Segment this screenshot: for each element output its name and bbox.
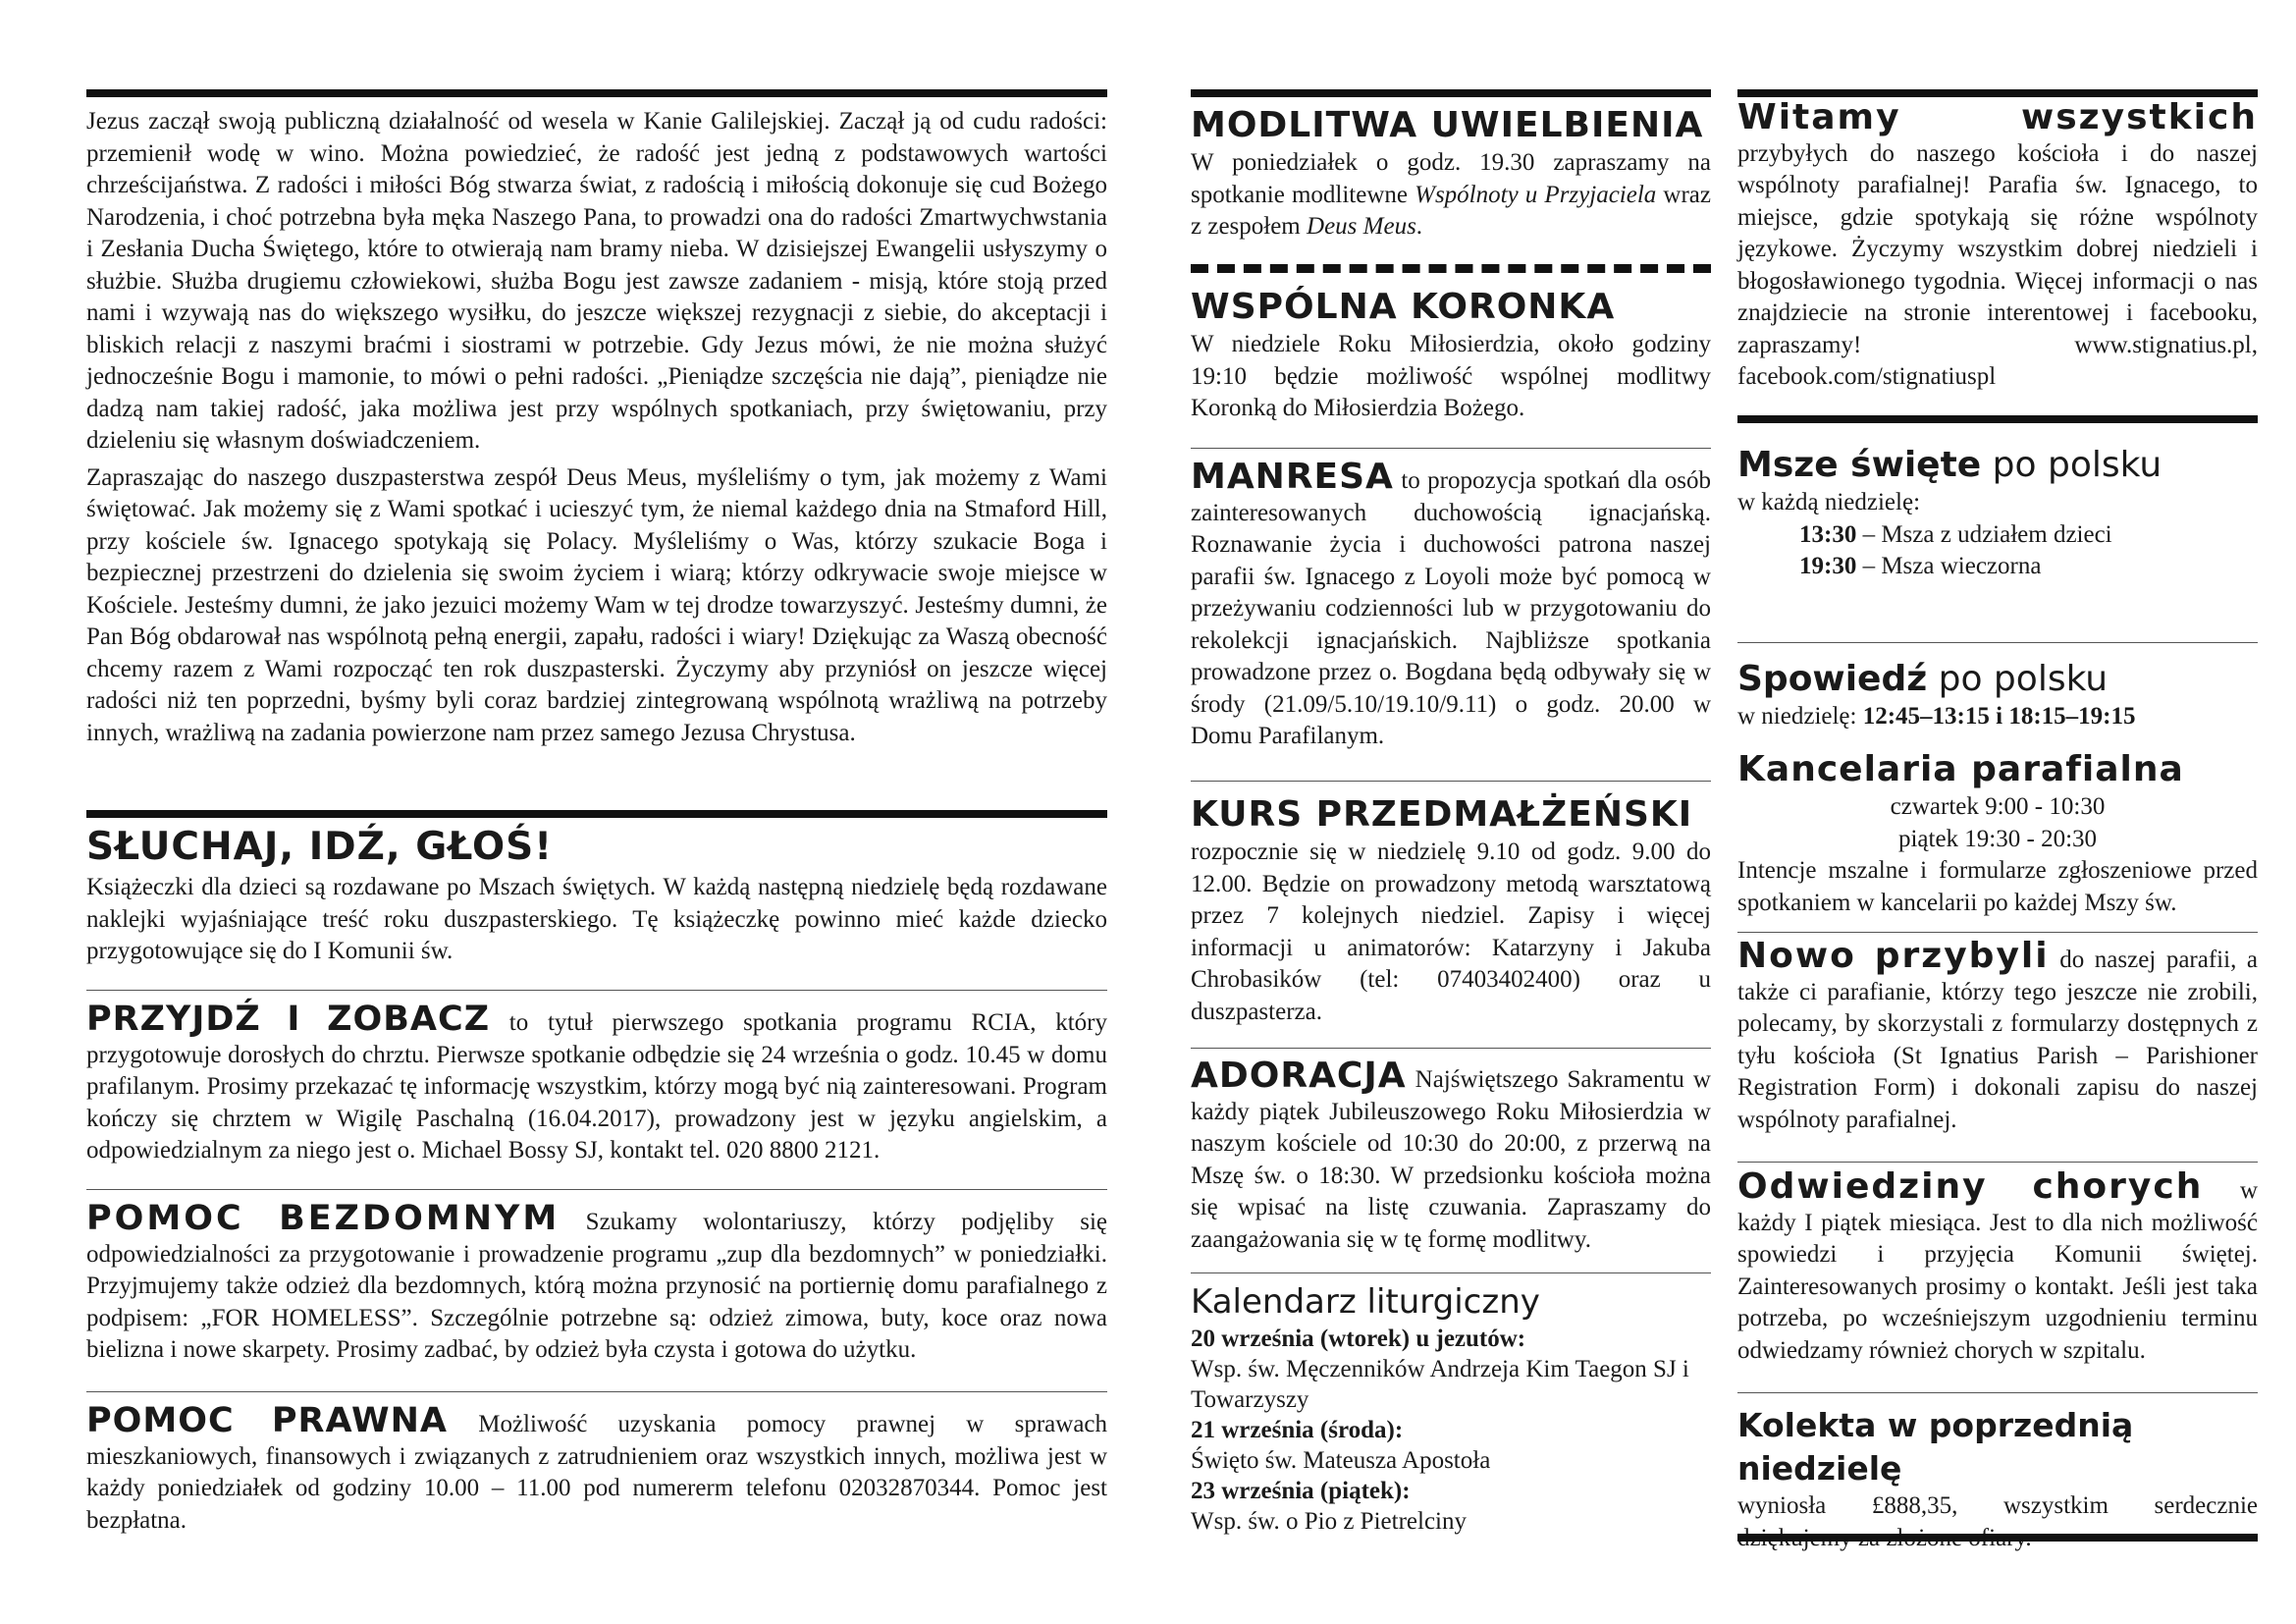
section-kolekta xyxy=(1737,1404,2258,1554)
kurs-title: KURS PRZEDMAŁŻEŃSKI xyxy=(1191,794,1693,835)
sluchaj-title: SŁUCHAJ, IDŹ, GŁOŚ! xyxy=(86,825,554,869)
modlitwa-text-b: wraz z zespołem xyxy=(1191,181,1712,240)
koronka-body: W niedziele Roku Miłosierdzia, około godziny 19:10 będzie możliwość wspólnej modlitwy Koronką do Miłosierdzia Bożego. xyxy=(1191,331,1711,421)
msze-title-bold: Msze święte xyxy=(1737,445,1982,485)
section-kurs xyxy=(1191,793,1711,1028)
kal-feast-1: Wsp. św. Męczenników Andrzeja Kim Taegon SJ i Towarzyszy xyxy=(1191,1356,1689,1413)
kal-date-2: 21 września (środa): xyxy=(1191,1417,1404,1443)
rule-mid-4 xyxy=(1191,781,1711,782)
kanc-hours-1: czwartek 9:00 - 10:30 xyxy=(1890,793,2106,820)
section-spowiedz xyxy=(1737,658,2258,733)
modlitwa-community: Wspólnoty u Przyjaciela xyxy=(1415,181,1657,208)
section-kancelaria xyxy=(1737,748,2258,919)
kal-feast-2: Święto św. Mateusza Apostoła xyxy=(1191,1447,1491,1474)
adoracja-body: Najświętszego Sakramentu w każdy piątek Jubileuszowego Roku Miłosierdzia w naszym kościele od 10:30 do 20:00, z przerwą na Mszę św. o 18:30. W przedsionku kościoła można się wpisać na listę czuwania. Zapraszamy do zaangażowania się w tę formę modlitwy. xyxy=(1191,1066,1711,1253)
section-adoracja xyxy=(1191,1056,1711,1256)
odwiedziny-body: w każdy I piątek miesiąca. Jest to dla nich możliwość spowiedzi i przyjęcia Komunii świętej. Zainteresowanych prosimy o kontakt. Jeśli jest taka potrzeba, po wcześniejszym uzgodnieniu terminu odwiedzamy również chorych w szpitalu. xyxy=(1737,1177,2258,1364)
modlitwa-text-a: W poniedziałek o godz. 19.30 zapraszamy na spotkanie modlitewne xyxy=(1191,149,1711,208)
msze-desc-1: – Msza z udziałem dzieci xyxy=(1856,520,2112,548)
rule-mid-6 xyxy=(1191,1272,1711,1273)
bezdomnym-title: POMOC BEZDOMNYM xyxy=(86,1199,561,1238)
section-nowo xyxy=(1737,936,2259,1136)
section-manresa xyxy=(1191,457,1711,753)
msze-desc-2: – Msza wieczorna xyxy=(1856,553,2042,579)
spowiedz-time: 12:45–13:15 i 18:15–19:15 xyxy=(1862,703,2136,730)
msze-subtitle: w każdą niedzielę: xyxy=(1737,489,1921,515)
spowiedz-title-bold: Spowiedź xyxy=(1737,659,1928,699)
msze-row-2 xyxy=(1737,551,2258,583)
rule-right-3 xyxy=(1737,642,2258,643)
adoracja-title: ADORACJA xyxy=(1191,1056,1407,1096)
przyjdz-body: to tytuł pierwszego spotkania programu RCIA, który przygotowuje dorosłych do chrztu. Pierwsze spotkanie odbędzie się 24 września o godz. 10.45 w domu prafilanym. Prosimy przekazać tę informację wszystkim, którzy mogą być nią zainteresowani. Program kończy się chrztem w Wigilę Paschalną (16.04.2017), prowadzony jest w języku angielskim, a odpowiedzialnym za niego jest o. Michael Bossy SJ, kontakt tel. 020 8800 2121. xyxy=(86,1009,1107,1164)
rule-mid-dashed xyxy=(1191,264,1711,273)
rule-left-4 xyxy=(86,1189,1107,1190)
kolekta-title: Kolekta w poprzednią niedzielę xyxy=(1737,1406,2134,1488)
kancelaria-hours xyxy=(1737,791,2258,855)
msze-row-1 xyxy=(1737,519,2258,552)
msze-list xyxy=(1737,487,2258,583)
rule-left-5 xyxy=(86,1391,1107,1392)
kal-date-3: 23 września (piątek): xyxy=(1191,1478,1411,1504)
nowo-title: Nowo przybyli xyxy=(1737,936,2050,976)
witamy-body: przybyłych do naszego kościoła i do naszej wspólnoty parafialnej! Parafia św. Ignacego, to miejsce, gdzie spotykają się różne wspólnoty językowe. Życzymy wszystkim dobrej niedzieli i błogosławionego tygodnia. Więcej informacji o nas znajdziecie na stronie interentowej i facebooku, zapraszamy! www.stignatius.pl, facebook.com/stignatiuspl xyxy=(1737,139,2258,390)
rule-left-3 xyxy=(86,990,1107,991)
kal-date-1: 20 września (wtorek) u jezutów: xyxy=(1191,1326,1526,1352)
odwiedziny-title: Odwiedziny chorych xyxy=(1737,1166,2204,1207)
rule-left-2 xyxy=(86,810,1107,818)
sluchaj-body: Książeczki dla dzieci są rozdawane po Mszach świętych. W każdą następną niedzielę będą rozdawane naklejki wyjaśniające treść roku duszpasterskiego. Tę książeczkę powinno mieć każde dziecko przygotowujące się do I Komunii św. xyxy=(86,874,1107,964)
bezdomnym-body: Szukamy wolontariuszy, którzy podjęliby się odpowiedzialności za przygotowanie i prowadzenie programu „zup dla bezdomnych” w poniedziałki. Przyjmujemy także odzież dla bezdomnych, którą można przynosić na portiernię domu parafialnego z podpisem: „FOR HOMELESS”. Szczególnie potrzebne są: odzież zimowa, buty, koce oraz nowa bielizna i nowe skarpety. Prosimy zadbać, by odzież była czysta i gotowa do użytku. xyxy=(86,1209,1107,1363)
section-modlitwa xyxy=(1191,104,1711,244)
section-msze xyxy=(1737,444,2258,583)
kolekta-body: wyniosła £888,35, wszystkim serdecznie xyxy=(1737,1492,2258,1519)
section-koronka xyxy=(1191,286,1711,425)
rule-right-2 xyxy=(1737,415,2258,423)
rule-right-5 xyxy=(1737,1162,2258,1163)
section-bezdomnym xyxy=(86,1199,1107,1367)
kalendarz-title: Kalendarz liturgiczny xyxy=(1191,1282,1540,1322)
section-witamy xyxy=(1737,97,2258,394)
przyjdz-title: PRZYJDŹ I ZOBACZ xyxy=(86,1000,491,1039)
prawna-title: POMOC PRAWNA xyxy=(86,1401,448,1440)
rule-right-top xyxy=(1737,89,2258,97)
intro-paragraph-1: Jezus zaczął swoją publiczną działalność od wesela w Kanie Galilejskiej. Zaczął ją od cudu radości: przemienił wodę w wino. Można powiedzieć, że radość jest jedną z podstawowych wartości chrześcijaństwa. Z radości i miłości Bóg stwarza świat, z radością i miłością dokonuje się cud Bożego Narodzenia, i choć potrzebna była męka Naszego Pana, to prowadzi ona do radości Zmartwychwstania i Zesłania Ducha Świętego, które to otwierają nam bramy nieba. W dzisiejszej Ewangelii usłyszymy o służbie. Służba drugiemu człowiekowi, służba Bogu jest zawsze zadaniem - misją, które stoją przed nami i wzywają nas do większego wysiłku, do jeszcze większej rezygnacji z siebie, do akceptacji i bliskich relacji z naszymi braćmi i siostrami w potrzebie. Gdy Jezus mówi, że nie można służyć jednocześnie Bogu i mamonie, to mówi o pełni radości. „Pieniądze szczęścia nie dają”, pieniądze nie dadzą nam takiej radość, jaka możliwa jest przy wspólnych spotkaniach, przy świętowaniu, przy dzieleniu się własnym doświadczeniem. xyxy=(86,108,1107,454)
rule-left-top xyxy=(86,89,1107,97)
intro-text xyxy=(86,106,1107,749)
spowiedz-title-rest: po polsku xyxy=(1927,659,2109,699)
modlitwa-text-c: . xyxy=(1415,213,1423,240)
kancelaria-title: Kancelaria parafialna xyxy=(1737,749,2184,789)
rule-right-6 xyxy=(1737,1392,2258,1393)
spowiedz-hours xyxy=(1737,701,2258,733)
msze-title xyxy=(1737,444,2258,487)
modlitwa-title: MODLITWA UWIELBIENIA xyxy=(1191,105,1704,145)
msze-title-rest: po polsku xyxy=(1981,445,2163,485)
msze-time-1: 13:30 xyxy=(1799,520,1857,548)
kanc-hours-2: piątek 19:30 - 20:30 xyxy=(1897,825,2098,852)
rule-mid-top xyxy=(1191,89,1711,97)
rule-mid-5 xyxy=(1191,1048,1711,1049)
kancelaria-body: Intencje mszalne i formularze zgłoszeniowe przed spotkaniem w kancelarii po każdej Mszy św. xyxy=(1737,857,2258,916)
witamy-title: Witamy wszystkich xyxy=(1737,97,2258,137)
spowiedz-prefix: w niedzielę: xyxy=(1737,703,1863,730)
modlitwa-body xyxy=(1191,147,1711,244)
rule-right-4 xyxy=(1737,932,2258,933)
kalendarz-list xyxy=(1191,1324,1711,1537)
intro-paragraph-2: Zapraszając do naszego duszpasterstwa zespół Deus Meus, myśleliśmy o tym, jak możemy z Wami świętować. Jak możemy się z Wami spotkać i ucieszyć tym, że niemal każdego dnia na Stmaford Hill, przy kościele św. Ignacego spotykają się Polacy. Myśleliśmy o Was, którzy szukacie Boga i bezpiecznej przestrzeni do dzielenia się swoim życiem i wiarą; którzy odkrywacie swoje miejsce w Kościele. Jesteśmy dumni, że jako jezuici możemy Wam w tej drodze towarzyszyć. Jesteśmy dumni, że Pan Bóg obdarował nas wspólnotą pełną energii, zapału, radości i wiary! Dziękując za Waszą obecność chcemy razem z Wami rozpocząć ten rok duszpasterski. Życzymy aby przyniósł on jeszcze więcej radości niż ten poprzedni, byśmy byli coraz bardziej zintegrowaną wspólnotą wrażliwą na potrzeby innych, wrażliwą na zadania powierzone nam przez samego Jezusa Chrystusa. xyxy=(86,463,1107,746)
rule-right-bottom xyxy=(1737,1534,2258,1542)
section-sluchaj xyxy=(86,823,1107,968)
msze-time-2: 19:30 xyxy=(1799,553,1857,579)
section-odwiedziny xyxy=(1737,1166,2258,1367)
nowo-body: do naszej parafii, a także ci parafianie, którzy tego jeszcze nie zrobili, polecamy, by skorzystali z formularzy dostępnych z tyłu kościoła (St Ignatius Parish – Parishioner Registration Form) i dokonali zapisu do naszej wspólnoty parafialnej. xyxy=(1737,947,2259,1133)
manresa-body: to propozycja spotkań dla osób zainteresowanych duchowością ignacjańską. Roznawanie życia i duchowości patrona naszej parafii św. Ignacego z Loyoli może być pomocą w przeżywaniu codzienności lub w przygotowaniu do rekolekcji ignacjańskich. Najbliższe spotkania prowadzone przez o. Bogdana będą odbywały się w środy (21.09/5.10/19.10/9.11) o godz. 20.00 w Domu Parafilanym. xyxy=(1191,467,1711,749)
koronka-title: WSPÓLNA KORONKA xyxy=(1191,287,1616,327)
spowiedz-title xyxy=(1737,658,2258,701)
kal-feast-3: Wsp. św. o Pio z Pietrelciny xyxy=(1191,1508,1467,1535)
section-przyjdz xyxy=(86,1000,1107,1167)
section-prawna xyxy=(86,1401,1108,1537)
section-kalendarz xyxy=(1191,1280,1711,1537)
modlitwa-band: Deus Meus xyxy=(1307,213,1416,240)
prawna-body: Możliwość uzyskania pomocy prawnej w sprawach mieszkaniowych, finansowych i związanych z zatrudnieniem oraz wszystkich innych, możliwa jest w każdy poniedziałek od godziny 10.00 – 11.00 pod numererm telefonu 02032870344. Pomoc jest bezpłatna. xyxy=(86,1411,1108,1534)
rule-mid-3 xyxy=(1191,448,1711,449)
kurs-body: rozpocznie się w niedzielę 9.10 od godz. 9.00 do 12.00. Będzie on prowadzony metodą warsztatową przez 7 kolejnych niedziel. Zapisy i więcej informacji u animatorów: Katarzyny i Jakuba Chrobasików (tel: 07403402400) oraz u duszpasterza. xyxy=(1191,839,1711,1025)
manresa-title: MANRESA xyxy=(1191,457,1394,497)
